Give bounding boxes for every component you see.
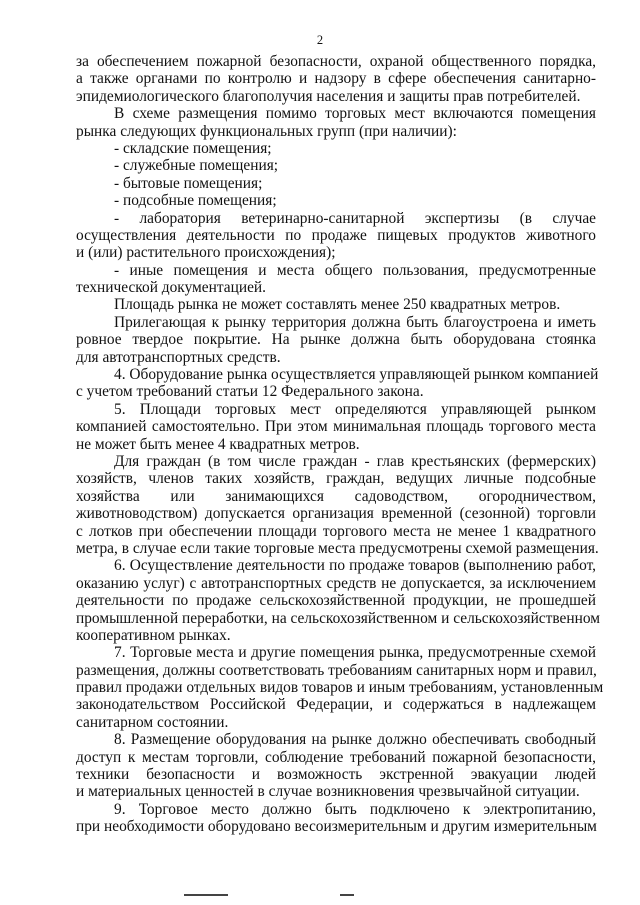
text-line: животноводством) допускается организация временной (сезонной) торговли — [76, 505, 596, 523]
text-line: размещения, должны соответствовать требованиям санитарных норм и правил, — [76, 661, 597, 679]
text-line: оказанию услуг) с автотранспортных средств не допускается, за исключением — [76, 574, 596, 592]
text-line: 6. Осуществление деятельности по продаже товаров (выполнению работ, — [114, 557, 596, 575]
text-line: 8. Размещение оборудования на рынке должно обеспечивать свободный — [114, 731, 596, 749]
text-line: Для граждан (в том числе граждан - глав крестьянских (фермерских) — [114, 452, 596, 470]
text-line: хозяйств, членов таких хозяйств, граждан, ведущих личные подсобные — [76, 470, 596, 488]
text-line: и материальных ценностей в случае возникновения чрезвычайной ситуации. — [76, 783, 580, 801]
text-line: и (или) растительного происхождения); — [76, 244, 336, 262]
text-line: эпидемиологического благополучия населения и защиты прав потребителей. — [76, 87, 581, 105]
text-line: для автотранспортных средств. — [76, 348, 281, 366]
text-line: - подсобные помещения; — [114, 192, 277, 210]
text-line: рынка следующих функциональных групп (при наличии): — [76, 122, 457, 140]
text-line: - служебные помещения; — [114, 157, 279, 175]
text-line: 9. Торговое место должно быть подключено к электропитанию, — [114, 800, 596, 818]
text-line: - иные помещения и места общего пользования, предусмотренные — [114, 261, 596, 279]
text-line: метра, в случае если такие торговые места предусмотрены схемой размещения. — [76, 539, 599, 557]
text-line: технической документацией. — [76, 279, 267, 297]
text-line: компанией самостоятельно. При этом минимальная площадь торгового места — [76, 418, 596, 436]
text-line: с лотков при обеспечении площади торгового места не менее 1 квадратного — [76, 522, 596, 540]
text-line: - складские помещения; — [114, 139, 272, 157]
text-line: деятельности по продаже сельскохозяйственной продукции, не прошедшей — [76, 592, 596, 610]
text-line: ровное твердое покрытие. На рынке должна быть оборудована стоянка — [76, 331, 596, 349]
text-line: - бытовые помещения; — [114, 174, 263, 192]
text-line: - лаборатория ветеринарно-санитарной экспертизы (в случае — [114, 209, 596, 227]
text-line: с учетом требований статьи 12 Федерального закона. — [76, 383, 424, 401]
text-line: за обеспечением пожарной безопасности, охраной общественного порядка, — [76, 53, 596, 70]
text-line: осуществления деятельности по продаже пищевых продуктов животного — [76, 226, 596, 244]
text-line: санитарном состоянии. — [76, 713, 229, 731]
text-line: 4. Оборудование рынка осуществляется управляющей рынком компанией — [114, 366, 599, 384]
text-line: а также органами по контролю и надзору в сфере обеспечения санитарно- — [76, 70, 596, 88]
text-line: 5. Площади торговых мест определяются управляющей рынком — [114, 400, 596, 418]
text-line: 7. Торговые места и другие помещения рынка, предусмотренные схемой — [114, 644, 596, 662]
text-line: промышленной переработки, на сельскохозяйственном и сельскохозяйственном — [76, 609, 600, 627]
footer-rule-left — [184, 894, 228, 896]
text-line: правил продажи отдельных видов товаров и иным требованиям, установленным — [76, 679, 604, 697]
footer-rule-right — [340, 894, 354, 896]
page-number: 2 — [316, 33, 324, 47]
text-line: доступ к местам торговли, соблюдение требований пожарной безопасности, — [76, 748, 596, 766]
text-line: техники безопасности и возможность экстренной эвакуации людей — [76, 766, 596, 784]
text-line: законодательством Российской Федерации, и содержаться в надлежащем — [76, 696, 596, 714]
text-line: Прилегающая к рынку территория должна быть благоустроена и иметь — [114, 313, 596, 331]
text-line: при необходимости оборудовано весоизмерительным и другим измерительным — [76, 818, 597, 836]
text-line: хозяйства или занимающихся садоводством, огородничеством, — [76, 487, 596, 505]
text-line: кооперативном рынках. — [76, 626, 231, 644]
text-line: Площадь рынка не может составлять менее 250 квадратных метров. — [114, 296, 561, 314]
document-body — [76, 53, 604, 836]
text-line: В схеме размещения помимо торговых мест включаются помещения — [114, 105, 596, 123]
text-line: не может быть менее 4 квадратных метров. — [76, 435, 360, 453]
